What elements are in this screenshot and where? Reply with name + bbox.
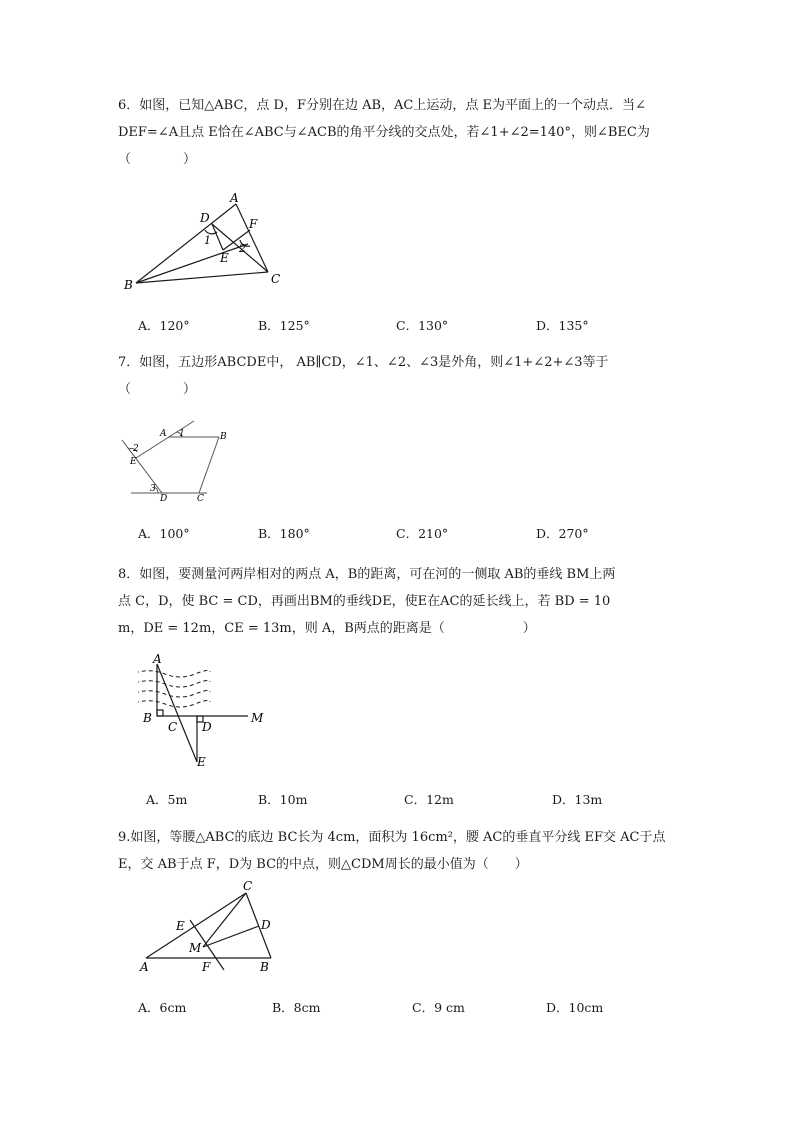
q7-figure [118,414,238,504]
q7-label-A: A [160,429,167,439]
question-9-text [118,824,678,878]
q7-line-1: 7．如图，五边形ABCDE中， AB∥CD，∠1、∠2、∠3是外角，则∠1+∠2+∠3等于 [118,355,609,370]
q8-label-A: A [153,652,162,666]
q9-label-E: E [176,919,185,933]
q6-option-b: B．125° [258,318,310,333]
q7-option-c: C．210° [396,526,449,541]
q7-line-2: （ ） [118,382,197,397]
q8-label-E: E [197,755,206,769]
q7-label-B: B [220,432,227,442]
q6-line-2: DEF=∠A且点 E恰在∠ABC与∠ACB的角平分线的交点处，若∠1+∠2=140°，则∠BEC为 [118,125,650,140]
q6-label-E: E [220,251,229,265]
q6-label-F: F [249,217,258,231]
q7-label-E: E [130,457,137,467]
q6-line-3: （ ） [118,152,197,167]
q6-label-A: A [230,191,239,205]
q9-figure [136,878,286,978]
q7-label-3: 3 [150,484,156,494]
q9-label-B: B [260,960,269,974]
question-7-text [118,349,678,403]
q9-label-C: C [243,879,253,893]
q7-label-C: C [197,494,204,504]
q8-line-3: m，DE = 12m，CE = 13m，则 A，B两点的距离是（ ） [118,621,536,636]
q6-option-d: D．135° [536,318,589,333]
q9-option-c: C．9 cm [412,1000,465,1015]
q8-option-a: A．5m [146,792,188,807]
q6-line-1: 6．如图，已知△ABC，点 D，F分别在边 AB，AC上运动，点 E为平面上的一个动点．当∠ [118,98,646,113]
question-6-text [118,92,678,173]
q7-label-1: 1 [179,429,185,439]
q7-option-a: A．100° [138,526,190,541]
q6-label-D: D [200,211,210,225]
q8-label-M: M [251,711,264,725]
q7-label-2: 2 [133,444,139,454]
q8-line-1: 8．如图，要测量河两岸相对的两点 A，B的距离，可在河的一侧取 AB的垂线 BM上两 [118,567,616,582]
q6-label-2: 2 [239,242,246,255]
q8-option-d: D．13m [552,792,603,807]
q6-figure [112,185,312,295]
q9-label-F: F [202,960,211,974]
q8-label-D: D [202,720,212,734]
q6-option-a: A．120° [138,318,190,333]
q7-label-D: D [160,494,168,504]
q7-option-b: B．180° [258,526,310,541]
q9-label-M: M [189,941,202,955]
q6-label-B: B [124,278,133,292]
q6-label-C: C [271,272,281,286]
question-8-text [118,561,678,642]
q9-option-d: D．10cm [546,1000,604,1015]
q9-label-D: D [261,918,271,932]
q9-label-A: A [140,960,149,974]
q9-line-1: 9.如图，等腰△ABC的底边 BC长为 4cm，面积为 16cm²，腰 AC的垂直平分线 EF交 AC于点 [118,830,666,845]
q9-option-b: B．8cm [272,1000,321,1015]
q8-option-b: B．10m [258,792,308,807]
q9-option-a: A．6cm [138,1000,187,1015]
q9-line-2: E，交 AB于点 F，D为 BC的中点，则△CDM周长的最小值为（ ） [118,857,528,872]
q6-option-c: C．130° [396,318,449,333]
q8-label-B: B [143,711,152,725]
q8-line-2: 点 C，D，使 BC = CD，再画出BM的垂线DE，使E在AC的延长线上，若 BD = 10 [118,594,611,609]
q6-label-1: 1 [204,234,211,247]
q8-figure [138,650,270,770]
q8-option-c: C．12m [404,792,454,807]
q8-label-C: C [168,720,178,734]
q7-option-d: D．270° [536,526,589,541]
